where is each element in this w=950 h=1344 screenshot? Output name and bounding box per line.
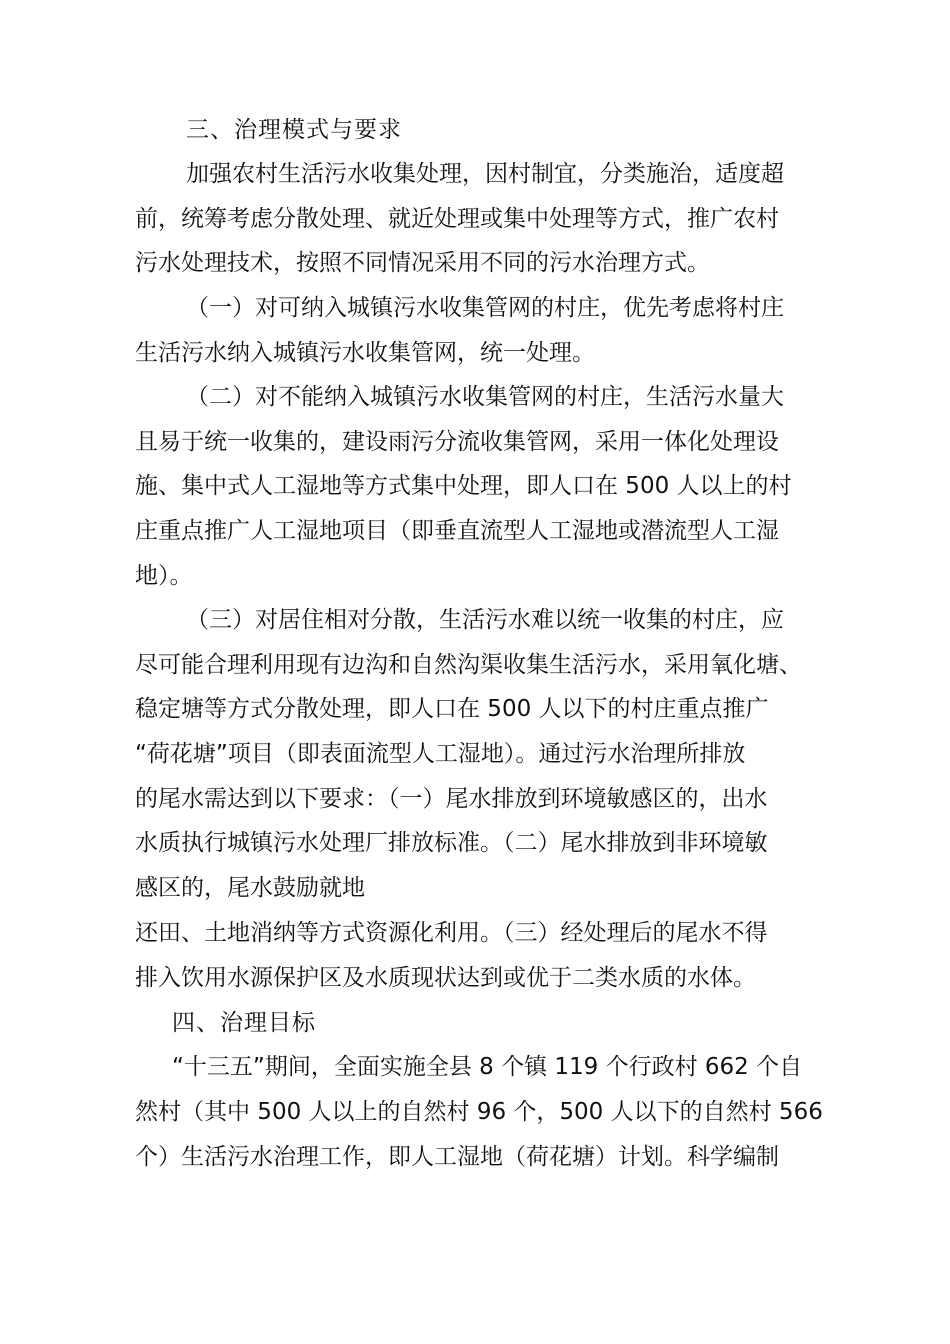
- paragraph-line: 然村（其中 500 人以上的自然村 96 个，500 人以下的自然村 566: [135, 1099, 823, 1125]
- paragraph-line: （一）对可纳入城镇污水收集管网的村庄，优先考虑将村庄: [186, 295, 784, 321]
- paragraph-line: 尽可能合理利用现有边沟和自然沟渠收集生活污水，采用氧化塘、: [135, 652, 802, 678]
- paragraph-line: “荷花塘”项目（即表面流型人工湿地）。通过污水治理所排放: [135, 741, 746, 767]
- paragraph-line: 水质执行城镇污水处理厂排放标准。（二）尾水排放到非环境敏: [135, 830, 768, 856]
- paragraph-line: 施、集中式人工湿地等方式集中处理，即人口在 500 人以上的村: [135, 473, 792, 499]
- paragraph-line: 还田、土地消纳等方式资源化利用。（三）经处理后的尾水不得: [135, 920, 768, 946]
- paragraph-line: 庄重点推广人工湿地项目（即垂直流型人工湿地或潜流型人工湿: [135, 518, 779, 544]
- paragraph-line: “十三五”期间，全面实施全县 8 个镇 119 个行政村 662 个自: [172, 1054, 803, 1080]
- paragraph-line: （二）对不能纳入城镇污水收集管网的村庄，生活污水量大: [186, 384, 784, 410]
- paragraph-line: 个）生活污水治理工作，即人工湿地（荷花塘）计划。科学编制: [135, 1144, 779, 1170]
- section-heading-4: 四、治理目标: [172, 1010, 316, 1036]
- paragraph-line: （三）对居住相对分散，生活污水难以统一收集的村庄，应: [186, 607, 784, 633]
- paragraph-line: 的尾水需达到以下要求：（一）尾水排放到环境敏感区的，出水: [135, 786, 768, 812]
- paragraph-line: 稳定塘等方式分散处理，即人口在 500 人以下的村庄重点推广: [135, 696, 769, 722]
- paragraph-line: 生活污水纳入城镇污水收集管网，统一处理。: [135, 340, 595, 366]
- paragraph-line: 感区的，尾水鼓励就地: [135, 875, 365, 901]
- section-heading-3: 三、治理模式与要求: [186, 117, 402, 143]
- paragraph-line: 排入饮用水源保护区及水质现状达到或优于二类水质的水体。: [135, 965, 756, 991]
- paragraph-line: 地）。: [135, 563, 193, 589]
- paragraph-line: 且易于统一收集的，建设雨污分流收集管网，采用一体化处理设: [135, 429, 779, 455]
- paragraph-line: 污水处理技术，按照不同情况采用不同的污水治理方式。: [135, 250, 710, 276]
- paragraph-line: 加强农村生活污水收集处理，因村制宜，分类施治，适度超: [186, 161, 784, 187]
- paragraph-line: 前，统筹考虑分散处理、就近处理或集中处理等方式，推广农村: [135, 206, 779, 232]
